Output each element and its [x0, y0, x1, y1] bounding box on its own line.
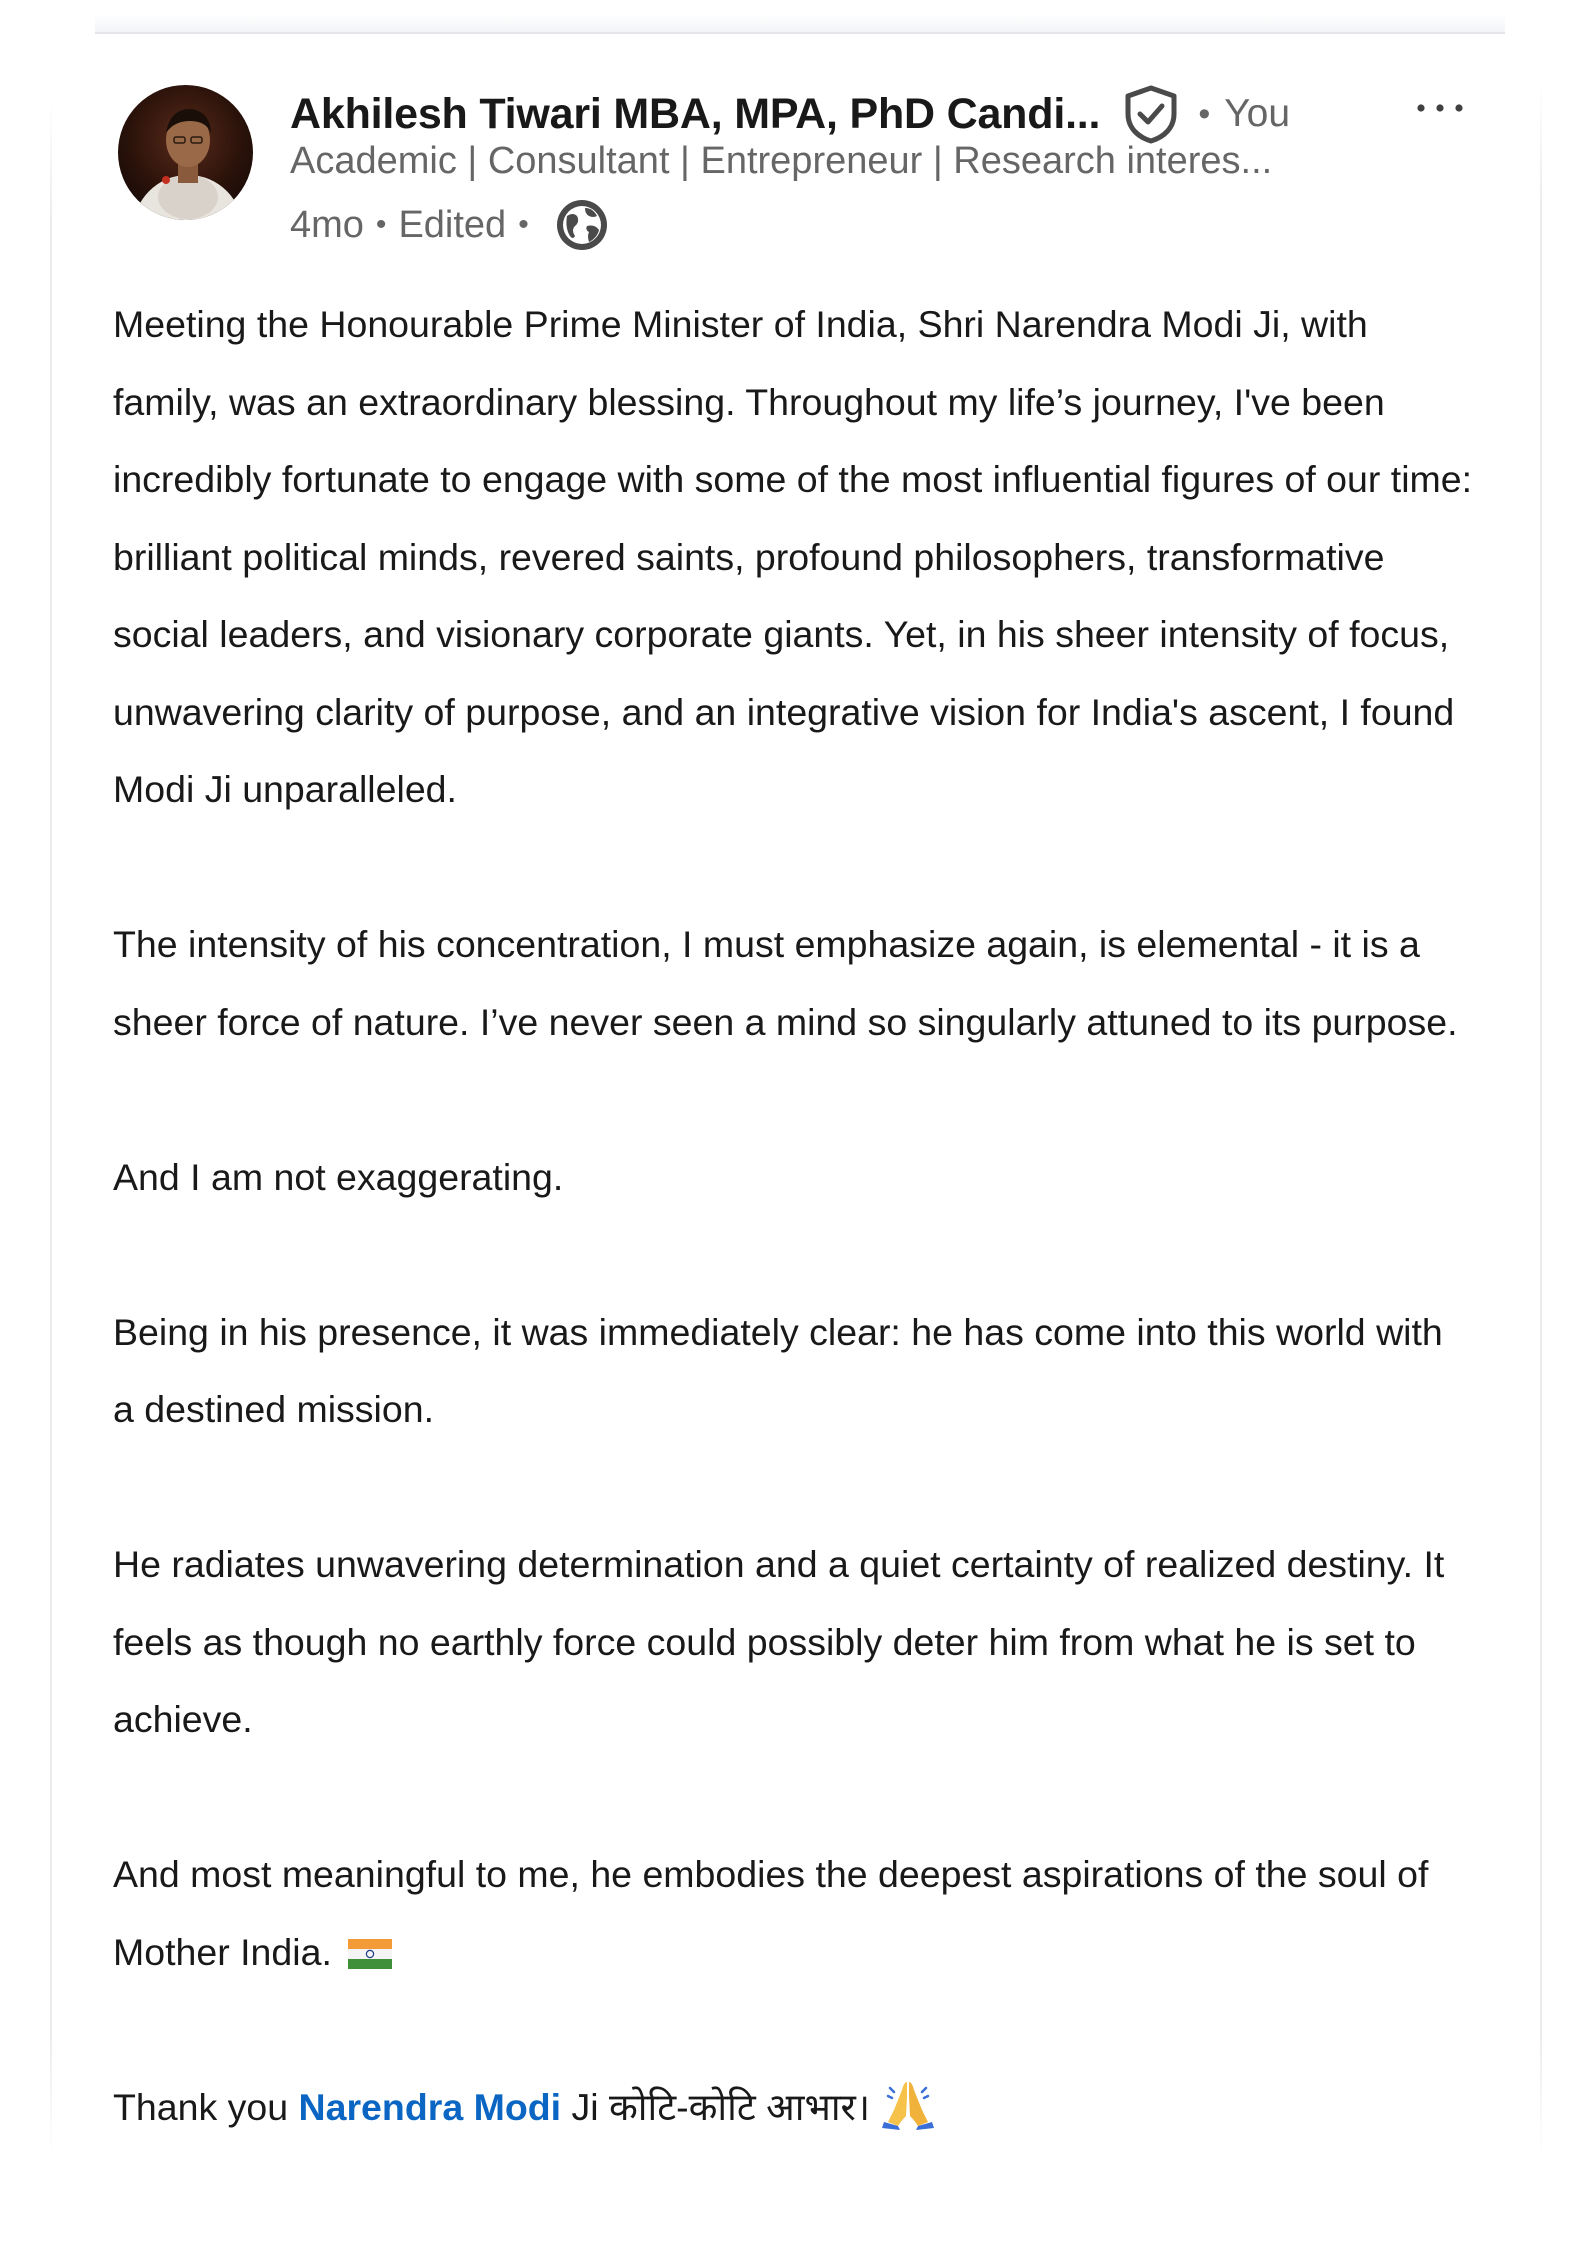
post-paragraph: He radiates unwavering determination and a quiet certainty of realized destiny. It feels as though no earthly force could possibly deter him from what he is set to achieve.: [113, 1543, 1445, 1740]
post-body: [113, 286, 1473, 2146]
closing-prefix: Thank you: [113, 2085, 299, 2128]
post-paragraph: Being in his presence, it was immediately clear: he has come into this world with a destined mission.: [113, 1310, 1443, 1430]
closing-line: [113, 2069, 1473, 2147]
card-border-left: [50, 98, 52, 2158]
post-paragraph: Meeting the Honourable Prime Minister of India, Shri Narendra Modi Ji, with family, was an extraordinary blessing. Throughout my life’s journey, I've been incredibly fortunate to engage with some of the most influential figures of our time: brilliant political minds, revered saints, profound philosophers, transformative social leaders, and visionary corporate giants. Yet, in his sheer intensity of focus, unwavering clarity of purpose, and an integrative vision for India's ascent, I found Modi Ji unparalleled.: [113, 303, 1473, 810]
india-flag-emoji-icon: [348, 1918, 392, 1948]
previous-card-edge: [95, 14, 1505, 34]
separator-dot: •: [518, 208, 529, 241]
globe-icon: [553, 196, 611, 254]
more-options-button[interactable]: [1405, 86, 1475, 130]
author-name[interactable]: Akhilesh Tiwari MBA, MPA, PhD Candi...: [290, 89, 1101, 138]
relationship-label: You: [1224, 92, 1291, 135]
post-paragraph: The intensity of his concentration, I must emphasize again, is elemental - it is a sheer force of nature. I’ve never seen a mind so singularly attuned to its purpose.: [113, 923, 1458, 1043]
author-line: [290, 82, 1290, 146]
profile-photo-icon: [118, 85, 253, 220]
more-options-icon: [1415, 101, 1465, 115]
separator-dot: •: [375, 208, 387, 241]
card-border-right: [1540, 80, 1542, 2160]
author-headline: Academic | Consultant | Entrepreneur | Research interes...: [290, 140, 1273, 182]
post-age: 4mo: [290, 203, 364, 246]
folded-hands-emoji-icon: [880, 2076, 936, 2132]
post-paragraph-with-flag: [113, 1836, 1473, 1991]
closing-suffix: Ji कोटि-कोटि आभार।: [561, 2085, 871, 2128]
post-meta: [290, 195, 611, 255]
verified-shield-icon[interactable]: [1122, 84, 1180, 144]
edited-label: Edited: [398, 203, 507, 246]
mention-link-narendra-modi[interactable]: Narendra Modi: [298, 2085, 562, 2128]
avatar[interactable]: [118, 85, 253, 220]
post-paragraph: And I am not exaggerating.: [113, 1155, 564, 1198]
post-paragraph-text: And most meaningful to me, he embodies the deepest aspirations of the soul of Mother India.: [113, 1853, 1429, 1973]
separator-dot: •: [1198, 94, 1211, 133]
